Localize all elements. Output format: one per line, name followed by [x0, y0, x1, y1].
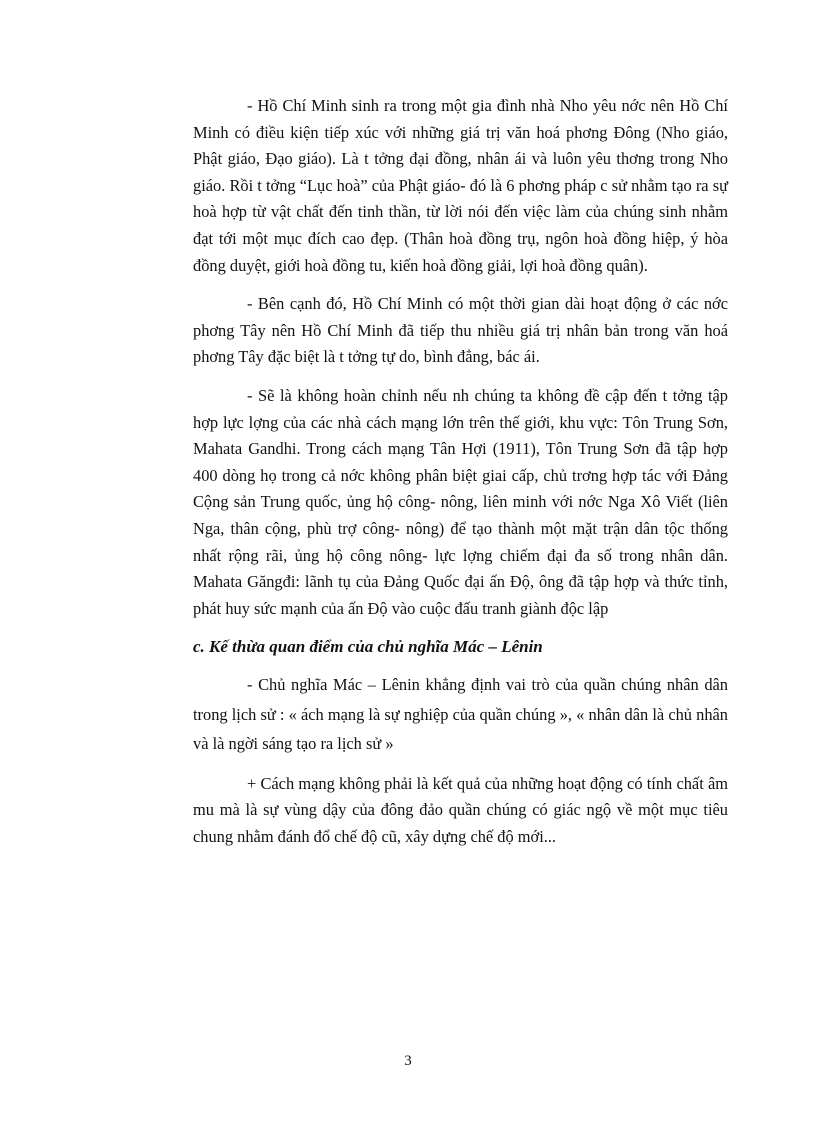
- page-number: 3: [404, 1053, 412, 1069]
- section-heading: c. Kế thừa quan điểm của chủ nghĩa Mác – Lênin: [193, 637, 543, 657]
- paragraph-world-revolutionaries: - Sẽ là không hoàn chỉnh nếu nh chúng ta không đề cập đến t tởng tập hợp lực lợng của các nhà cách mạng lớn trên thế giới, khu vực: Tôn Trung Sơn, Mahata Gandhi. Trong cách mạng Tân Hợi (1911), Tôn Trung Sơn đã tập hợp 400 dòng họ trong cả nớc không phân biệt giai cấp, chủ trơng hợp tác với Đảng Cộng sản Trung quốc, ủng hộ công- nông, liên minh với nớc Nga Xô Viết (liên Nga, thân cộng, phù trợ công- nông) để tạo thành một mặt trận dân tộc thống nhất rộng rãi, ủng hộ công nông- lực lợng chiếm đại đa số trong nhân dân. Mahata Găngđi: lãnh tụ của Đảng Quốc đại ấn Độ, ông đã tập hợp và thức tỉnh, phát huy sức mạnh của ấn Độ vào cuộc đấu tranh giành độc lập: [193, 385, 728, 618]
- paragraph-marxism-masses: - Chủ nghĩa Mác – Lênin khẳng định vai trò của quần chúng nhân dân trong lịch sử : « ách mạng là sự nghiệp của quần chúng », « nhân dân là chủ nhân và là ngời sáng tạo ra lịch sử »: [193, 675, 728, 754]
- paragraph-ho-chi-minh-origins: - Hồ Chí Minh sinh ra trong một gia đình nhà Nho yêu nớc nên Hồ Chí Minh có điều kiện tiếp xúc với những giá trị văn hoá phơng Đông (Nho giáo, Phật giáo, Đạo giáo). Là t tởng đại đồng, nhân ái và luôn yêu thơng trong Nho giáo. Rồi t tởng “Lục hoà” của Phật giáo- đó là 6 phơng pháp c sử nhằm tạo ra sự hoà hợp từ vật chất đến tinh thần, từ lời nói đến việc làm của chúng sinh nhằm đạt tới một mục đích cao đẹp. (Thân hoà đồng trụ, ngôn hoà đồng hiệp, ý hòa đồng duyệt, giới hoà đồng tu, kiến hoà đồng giải, lợi hoà đồng quân).: [193, 96, 728, 275]
- body-text: [193, 93, 728, 863]
- paragraph-western-influence: - Bên cạnh đó, Hồ Chí Minh có một thời gian dài hoạt động ở các nớc phơng Tây nên Hồ Chí Minh đã tiếp thu nhiều giá trị nhân bản trong văn hoá phơng Tây đặc biệt là t tởng tự do, bình đẳng, bác ái.: [193, 294, 728, 367]
- paragraph-revolution-nature: + Cách mạng không phải là kết quả của những hoạt động có tính chất âm mu mà là sự vùng dậy của đông đảo quần chúng có giác ngộ về một mục tiêu chung nhằm đánh đổ chế độ cũ, xây dựng chế độ mới...: [193, 773, 728, 846]
